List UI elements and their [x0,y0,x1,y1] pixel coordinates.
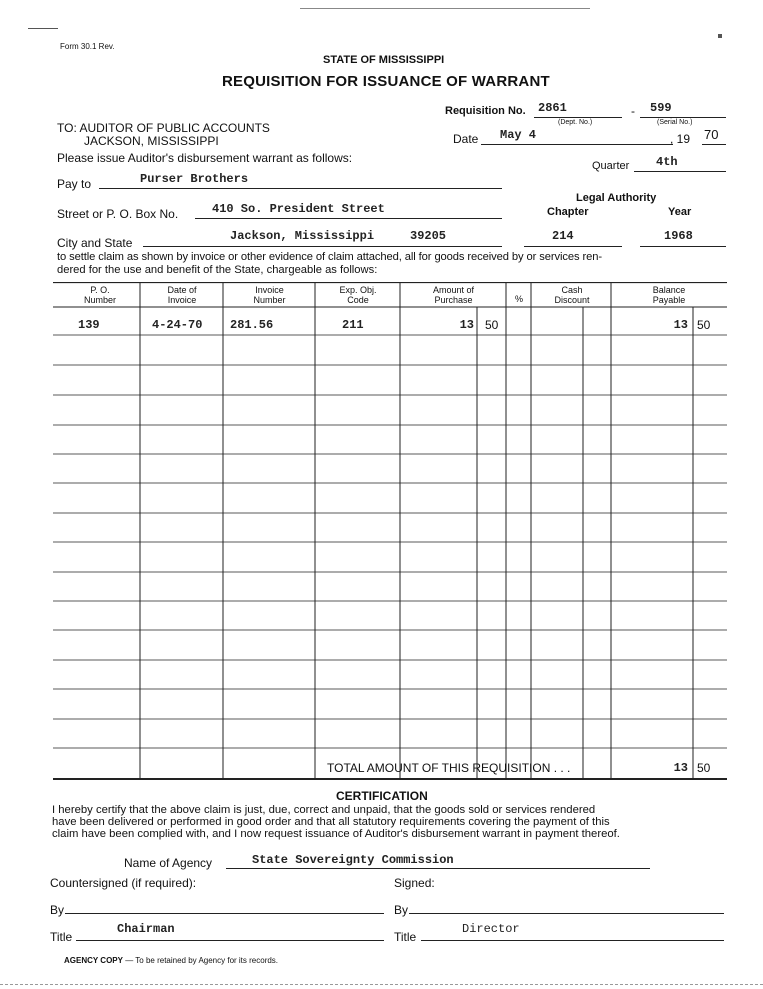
title-label-left: Title [50,930,73,944]
countersigned-label: Countersigned (if required): [50,876,197,890]
footer-rest: — To be retained by Agency for its records. [122,956,279,965]
by-line-left [65,913,384,914]
pay-to-label: Pay to [57,177,92,191]
date-year-prefix: , 19 [670,132,691,146]
state-heading: STATE OF MISSISSIPPI [323,54,445,66]
date-year-value: 70 [704,127,719,142]
row1-invoice: 281.56 [230,318,274,332]
settle-text-line2: dered for the use and benefit of the State, chargeable as follows: [57,264,378,276]
chapter-label: Chapter [547,206,589,218]
quarter-label: Quarter [592,160,630,172]
form-number: Form 30.1 Rev. [60,42,115,51]
col-header-pct: % [514,294,523,304]
title-line-left [76,940,384,941]
row1-exp: 211 [342,318,364,332]
agency-line [226,868,650,869]
settle-text-line1: to settle claim as shown by invoice or other evidence of claim attached, all for goods received by or services ren- [57,251,603,263]
row1-date: 4-24-70 [152,318,203,332]
instruction-text: Please issue Auditor's disbursement warrant as follows: [57,151,353,165]
by-label-right: By [394,903,409,917]
row1-amount-dollars: 13 [459,318,474,332]
signed-label: Signed: [394,876,435,890]
city-value: Jackson, Mississippi [230,229,375,243]
certification-line1: I hereby certify that the above claim is just, due, correct and unpaid, that the goods sold or services rendered [52,804,596,816]
document-title: REQUISITION FOR ISSUANCE OF WARRANT [222,73,550,90]
requisition-dash: - [631,104,635,118]
total-cents: 50 [697,761,711,775]
agency-label: Name of Agency [124,856,213,870]
street-value: 410 So. President Street [212,202,385,216]
col-header-exp: Exp. Obj. Code [339,285,377,305]
scan-speck [718,34,722,38]
year-value: 1968 [664,229,693,243]
col-header-po: P. O. Number [83,285,116,305]
pay-to-value: Purser Brothers [140,172,249,186]
certification-heading: CERTIFICATION [336,789,428,803]
year-line [640,246,726,247]
claim-table [53,282,727,782]
date-line [481,144,673,145]
right-title-value: Director [462,922,520,936]
total-dollars: 13 [673,761,688,775]
col-header-cash: Cash Discount [554,285,590,305]
requisition-label: Requisition No. [445,105,526,117]
title-label-right: Title [394,930,417,944]
street-line [195,218,502,219]
footer-note [64,956,278,965]
quarter-line [634,171,726,172]
dept-no-caption: (Dept. No.) [558,119,593,126]
city-line [143,246,502,247]
title-line-right [421,940,724,941]
dept-no-line [534,117,622,118]
to-auditor-line2: JACKSON, MISSISSIPPI [84,134,219,148]
total-label: TOTAL AMOUNT OF THIS REQUISITION . . . [327,761,571,775]
serial-no-caption: (Serial No.) [657,119,693,126]
left-title-value: Chairman [117,922,175,936]
col-header-balance: Balance Payable [652,285,686,305]
date-value: May 4 [500,128,537,142]
footer-bold: AGENCY COPY [64,956,123,965]
pay-to-line [99,188,502,189]
row1-balance-cents: 50 [697,318,711,332]
dept-no-value: 2861 [538,101,567,115]
col-header-amount: Amount of Purchase [432,285,475,305]
row1-po: 139 [78,318,100,332]
agency-value: State Sovereignty Commission [252,853,454,867]
scan-bottom-edge [0,984,763,985]
to-auditor-line1: TO: AUDITOR OF PUBLIC ACCOUNTS [57,121,270,135]
row1-balance-dollars: 13 [673,318,688,332]
col-header-invoice: Invoice Number [253,285,286,305]
col-header-date: Date of Invoice [167,285,197,305]
zip-value: 39205 [410,229,447,243]
certification-line2: have been delivered or performed in good order and that all statutory requirements covering the payment of this [52,816,610,828]
scan-edge-line [300,8,590,9]
year-label: Year [668,206,692,218]
chapter-line [524,246,622,247]
serial-no-value: 599 [650,101,672,115]
quarter-value: 4th [656,155,678,169]
by-line-right [409,913,724,914]
serial-no-line [640,117,726,118]
certification-line3: claim have been complied with, and I now request issuance of Auditor's disbursement warrant in payment thereof. [52,828,620,840]
total-rule [53,778,727,780]
city-label: City and State [57,236,133,250]
date-label: Date [453,132,479,146]
by-label-left: By [50,903,65,917]
street-label: Street or P. O. Box No. [57,207,179,221]
legal-authority-label: Legal Authority [576,192,657,204]
row1-amount-cents: 50 [485,318,499,332]
chapter-value: 214 [552,229,574,243]
date-year-line [702,144,726,145]
scan-mark [28,28,58,29]
